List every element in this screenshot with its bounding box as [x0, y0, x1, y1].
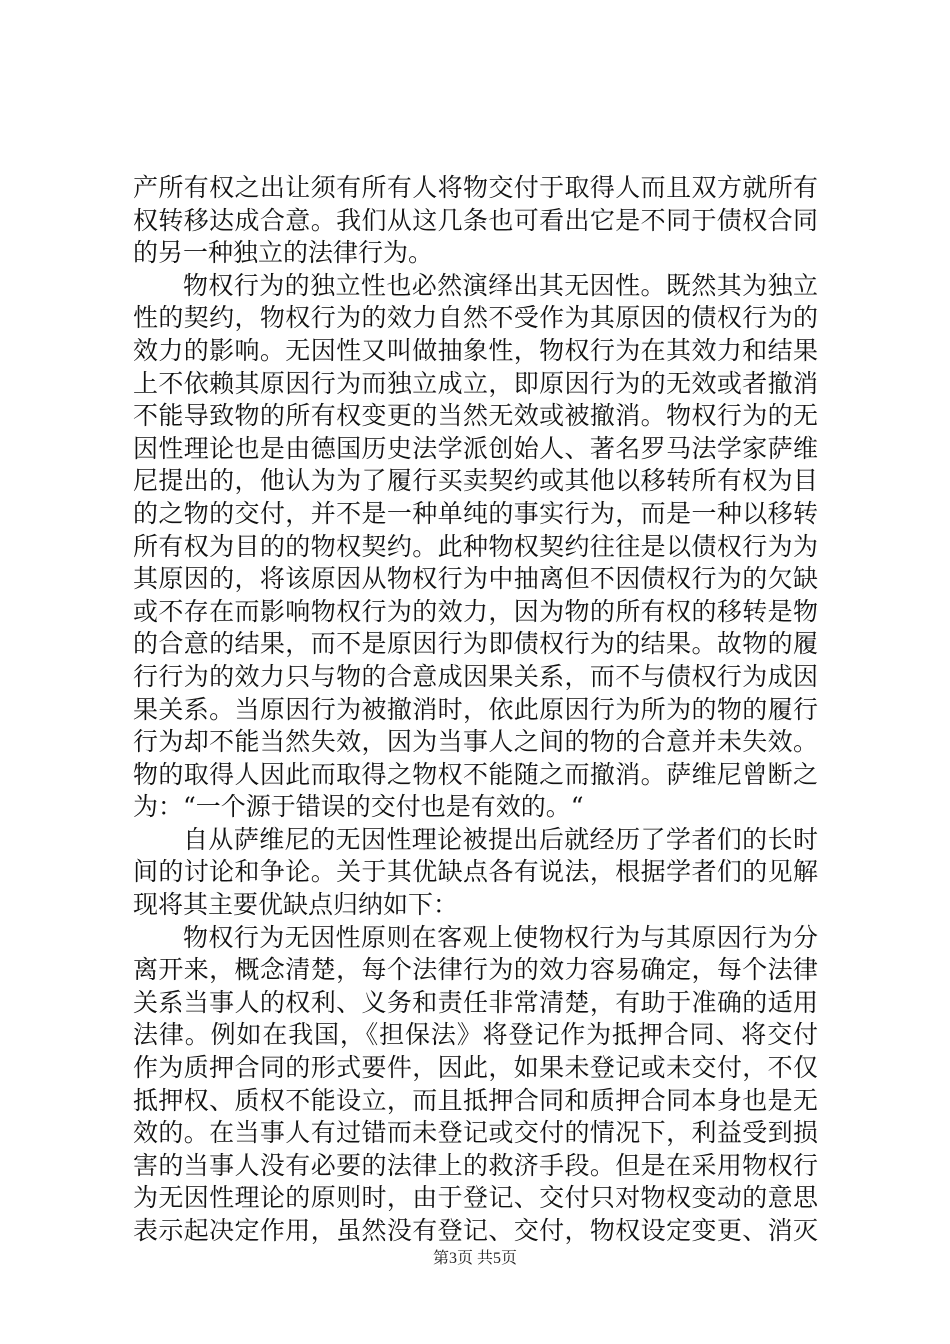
- text-line: 害的当事人没有必要的法律上的救济手段。但是在采用物权行: [133, 1150, 818, 1180]
- text-line: 效的。在当事人有过错而未登记或交付的情况下，利益受到损: [133, 1118, 818, 1148]
- text-line: 行行为的效力只与物的合意成因果关系，而不与债权行为成因: [133, 661, 818, 691]
- text-line: 权转移达成合意。我们从这几条也可看出它是不同于债权合同: [133, 205, 818, 235]
- text-line: 的之物的交付，并不是一种单纯的事实行为，而是一种以移转: [133, 498, 818, 528]
- text-line: 所有权为目的的物权契约。此种物权契约往往是以债权行为为: [133, 531, 818, 561]
- body-text: [133, 172, 818, 1248]
- text-line: 关系当事人的权利、义务和责任非常清楚，有助于准确的适用: [133, 987, 818, 1017]
- text-line: 间的讨论和争论。关于其优缺点各有说法，根据学者们的见解: [133, 857, 818, 887]
- text-line: 效力的影响。无因性又叫做抽象性，物权行为在其效力和结果: [133, 335, 818, 365]
- text-line: 自从萨维尼的无因性理论被提出后就经历了学者们的长时: [183, 824, 818, 854]
- text-line: 物的取得人因此而取得之物权不能随之而撤消。萨维尼曾断之: [133, 759, 818, 789]
- text-line: 作为质押合同的形式要件，因此，如果未登记或未交付，不仅: [133, 1053, 818, 1083]
- text-line: 抵押权、质权不能设立，而且抵押合同和质押合同本身也是无: [133, 1085, 818, 1115]
- text-line: 行为却不能当然失效，因为当事人之间的物的合意并未失效。: [133, 727, 818, 757]
- text-line: 果关系。当原因行为被撤消时，依此原因行为所为的物的履行: [133, 694, 818, 724]
- text-line: 物权行为的独立性也必然演绎出其无因性。既然其为独立: [183, 270, 818, 300]
- text-line: 上不依赖其原因行为而独立成立，即原因行为的无效或者撤消: [133, 368, 818, 398]
- text-line: 表示起决定作用，虽然没有登记、交付，物权设定变更、消灭: [133, 1216, 818, 1245]
- page-footer: 第3页 共5页: [432, 1250, 517, 1267]
- text-line: 不能导致物的所有权变更的当然无效或被撤消。物权行为的无: [133, 401, 818, 431]
- text-line: 现将其主要优缺点归纳如下：: [133, 890, 459, 920]
- text-line: 或不存在而影响物权行为的效力，因为物的所有权的移转是物: [133, 596, 818, 626]
- text-line: 离开来，概念清楚，每个法律行为的效力容易确定，每个法律: [133, 955, 818, 985]
- text-line: 为无因性理论的原则时，由于登记、交付只对物权变动的意思: [133, 1183, 818, 1213]
- text-line: 的合意的结果，而不是原因行为即债权行为的结果。故物的履: [133, 629, 818, 659]
- text-line: 尼提出的，他认为为了履行买卖契约或其他以移转所有权为目: [133, 466, 818, 496]
- text-line: 因性理论也是由德国历史法学派创始人、著名罗马法学家萨维: [133, 433, 818, 463]
- text-line: 为：“一个源于错误的交付也是有效的。“: [133, 792, 584, 822]
- text-line: 的另一种独立的法律行为。: [133, 238, 434, 268]
- text-line: 物权行为无因性原则在客观上使物权行为与其原因行为分: [183, 922, 818, 952]
- text-line: 性的契约，物权行为的效力自然不受作为其原因的债权行为的: [133, 303, 818, 333]
- text-line: 产所有权之出让须有所有人将物交付于取得人而且双方就所有: [133, 173, 818, 202]
- text-line: 法律。例如在我国，《担保法》将登记作为抵押合同、将交付: [133, 1020, 818, 1050]
- text-line: 其原因的，将该原因从物权行为中抽离但不因债权行为的欠缺: [133, 564, 818, 594]
